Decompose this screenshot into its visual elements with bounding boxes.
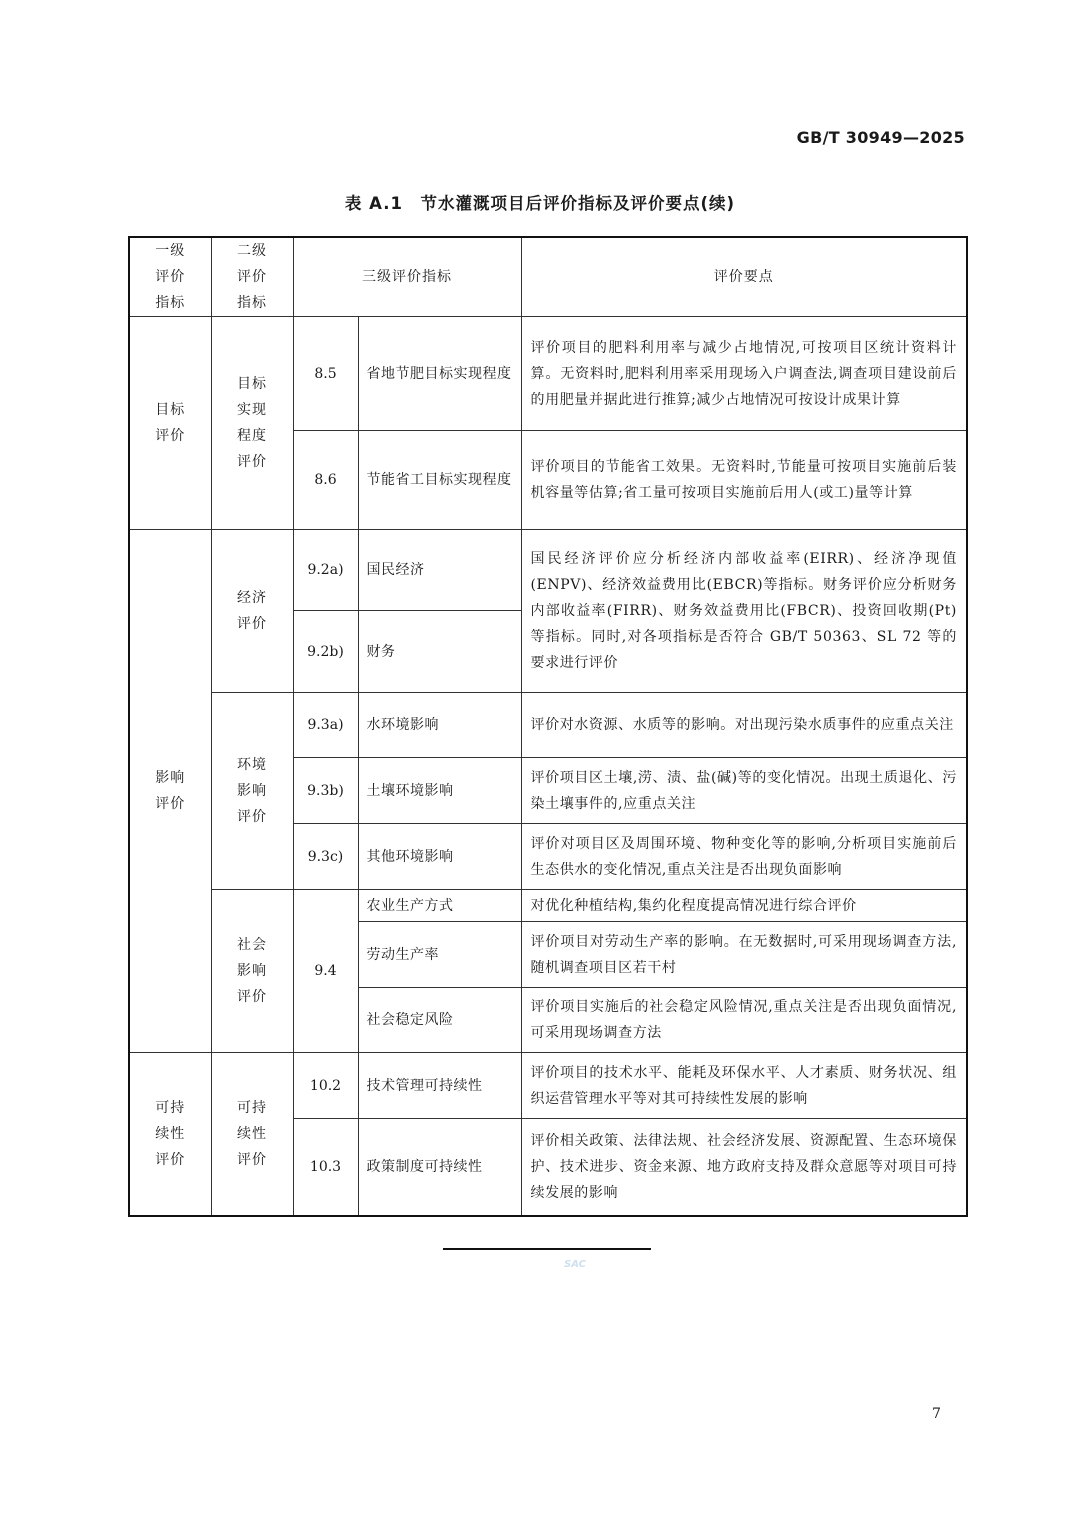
index-number: 8.5 [293,317,358,431]
level1-cell: 可持续性评价 [129,1053,211,1216]
header-points: 评价要点 [521,237,967,317]
evaluation-points: 评价对项目区及周围环境、物种变化等的影响,分析项目实施前后生态供水的变化情况,重点关注是否出现负面影响 [521,824,967,890]
index-name: 其他环境影响 [358,824,521,890]
level2-cell: 经济评价 [211,530,293,693]
evaluation-points: 评价项目区土壤,涝、渍、盐(碱)等的变化情况。出现土质退化、污染土壤事件的,应重点关注 [521,758,967,824]
evaluation-points: 国民经济评价应分析经济内部收益率(EIRR)、经济净现值(ENPV)、经济效益费用比(EBCR)等指标。财务评价应分析财务内部收益率(FIRR)、财务效益费用比(FBCR)、投资回收期(Pt)等指标。同时,对各项指标是否符合 GB/T 50363、SL 72 等的要求进行评价 [521,530,967,693]
level2-cell: 可持续性评价 [211,1053,293,1216]
level1-cell: 目标评价 [129,317,211,530]
sac-logo-watermark: SAC [564,1259,586,1270]
level2-cell: 环境影响评价 [211,693,293,890]
header-level2: 二级评价指标 [211,237,293,317]
level2-cell: 社会影响评价 [211,890,293,1053]
index-name: 农业生产方式 [358,890,521,922]
table-row [129,890,967,922]
level1-cell: 影响评价 [129,530,211,1053]
index-number: 9.3a) [293,693,358,758]
evaluation-points: 评价项目对劳动生产率的影响。在无数据时,可采用现场调查方法,随机调查项目区若干村 [521,922,967,988]
page-number: 7 [932,1406,941,1422]
header-level1: 一级评价指标 [129,237,211,317]
index-name: 财务 [358,611,521,693]
index-number: 10.2 [293,1053,358,1119]
index-number: 9.2b) [293,611,358,693]
table-row [129,317,967,431]
header-level3: 三级评价指标 [293,237,521,317]
table-caption: 表 A.1 节水灌溉项目后评价指标及评价要点(续) [344,194,736,213]
index-name: 社会稳定风险 [358,988,521,1053]
evaluation-points: 评价项目的节能省工效果。无资料时,节能量可按项目实施前后装机容量等估算;省工量可按项目实施前后用人(或工)量等计算 [521,431,967,530]
index-name: 国民经济 [358,530,521,611]
index-name: 技术管理可持续性 [358,1053,521,1119]
table-row [129,693,967,758]
index-number: 10.3 [293,1119,358,1216]
evaluation-points: 评价项目的技术水平、能耗及环保水平、人才素质、财务状况、组织运营管理水平等对其可持续性发展的影响 [521,1053,967,1119]
evaluation-points: 评价项目实施后的社会稳定风险情况,重点关注是否出现负面情况,可采用现场调查方法 [521,988,967,1053]
index-name: 节能省工目标实现程度 [358,431,521,530]
index-number: 9.3b) [293,758,358,824]
table-header-row [129,237,967,317]
standard-code: GB/T 30949—2025 [796,128,965,147]
index-name: 水环境影响 [358,693,521,758]
index-name: 省地节肥目标实现程度 [358,317,521,431]
index-name: 政策制度可持续性 [358,1119,521,1216]
level2-cell: 目标实现程度评价 [211,317,293,530]
index-number: 9.3c) [293,824,358,890]
index-number: 8.6 [293,431,358,530]
table-row [129,530,967,611]
table-row [129,1053,967,1119]
end-of-table-rule [443,1248,651,1250]
evaluation-points: 评价相关政策、法律法规、社会经济发展、资源配置、生态环境保护、技术进步、资金来源、地方政府支持及群众意愿等对项目可持续发展的影响 [521,1119,967,1216]
index-number: 9.4 [293,890,358,1053]
evaluation-index-table [128,236,968,1217]
index-name: 劳动生产率 [358,922,521,988]
index-name: 土壤环境影响 [358,758,521,824]
evaluation-points: 评价对水资源、水质等的影响。对出现污染水质事件的应重点关注 [521,693,967,758]
index-number: 9.2a) [293,530,358,611]
evaluation-points: 评价项目的肥料利用率与减少占地情况,可按项目区统计资料计算。无资料时,肥料利用率采用现场入户调查法,调查项目建设前后的用肥量并据此进行推算;减少占地情况可按设计成果计算 [521,317,967,431]
evaluation-points: 对优化种植结构,集约化程度提高情况进行综合评价 [521,890,967,922]
